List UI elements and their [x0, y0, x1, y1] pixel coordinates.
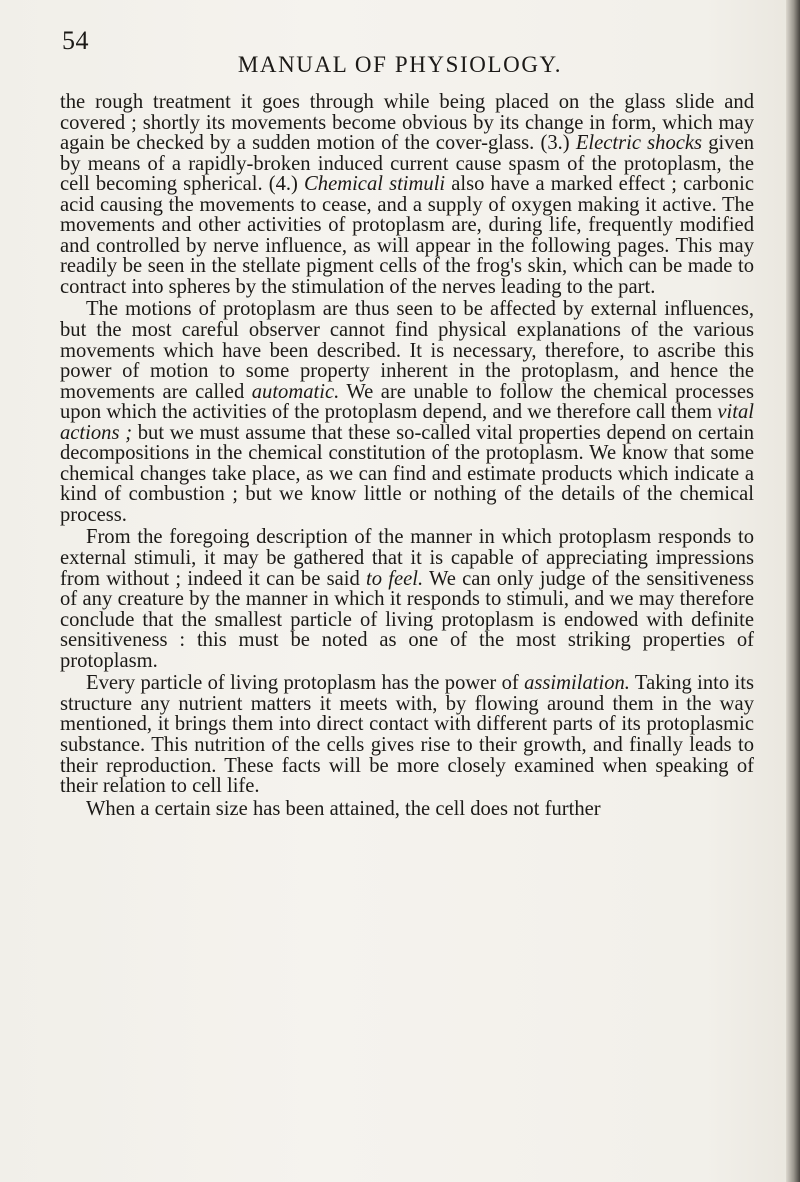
- text-run: given by means of a rapidly-broken induced current cause spasm of the protoplasm, the cell becoming spherical. (4.): [60, 132, 755, 196]
- italic-term: to feel.: [365, 567, 424, 590]
- text-run: When a certain size has been attained, the cell does not further: [86, 797, 601, 820]
- running-head: MANUAL OF PHYSIOLOGY.: [237, 52, 563, 77]
- text-run: We are unable to follow the chemical processes upon which the activities of the protoplasm depend, and we therefore call them: [60, 380, 754, 424]
- italic-term: Electric shocks: [575, 132, 703, 155]
- paragraph-2: [60, 299, 754, 525]
- paragraph-1: [60, 92, 754, 297]
- paragraph-5: [60, 799, 754, 820]
- text-run: but we must assume that these so-called vital properties depend on certain decompositions in the chemical constitution of the protoplasm. We know that some chemical changes take place, as we can find and estimate products which indicate a kind of combustion ; but we know little or nothing of the details of the chemical process.: [60, 421, 754, 526]
- body-text: [60, 92, 754, 819]
- italic-term: assimilation.: [524, 672, 630, 695]
- text-run: Every particle of living protoplasm has the power of: [86, 672, 525, 695]
- text-run: From the foregoing description of the manner in which protoplasm responds to external stimuli, it may be gathered that it is capable of appreciating impressions from without ; indeed it can be said: [60, 526, 754, 590]
- text-run: also have a marked effect ; carbonic acid causing the movements to cease, and a supply of oxygen making it active. The movements and other activities of protoplasm are, during life, frequently modified and controlled by nerve influence, as will appear in the following pages. This may readily be seen in the stellate pigment cells of the frog's skin, which can be made to contract into spheres by the stimulation of the nerves leading to the part.: [60, 173, 754, 298]
- text-run: the rough treatment it goes through while being placed on the glass slide and covered ; shortly its movements become obvious by its change in form, which may again be checked by a sudden motion of the cover-glass. (3.): [60, 91, 754, 155]
- page-edge-shadow: [786, 0, 800, 1182]
- paragraph-3: [60, 527, 754, 671]
- text-run: The motions of protoplasm are thus seen to be affected by external influences, but the most careful observer cannot find physical explanations of the various movements which have been described. It is necessary, therefore, to ascribe this power of motion to some property inherent in the protoplasm, and hence the movements are called: [60, 298, 754, 403]
- paragraph-4: [60, 673, 754, 796]
- italic-term: vital actions ;: [60, 401, 754, 444]
- text-run: We can only judge of the sensitiveness of any creature by the manner in which it responds to stimuli, and we may therefore conclude that the smallest particle of living protoplasm is endowed with definite sensitiveness : this must be noted as one of the most striking properties of protoplasm.: [60, 567, 755, 672]
- italic-term: automatic.: [251, 380, 340, 403]
- page-number: 54: [62, 26, 89, 55]
- text-run: Taking into its structure any nutrient matters it meets with, by flowing around them in the way mentioned, it brings them into direct contact with different parts of its protoplasmic substance. This nutrition of the cells gives rise to their growth, and finally leads to their reproduction. These facts will be more closely examined when speaking of their relation to cell life.: [60, 672, 754, 798]
- italic-term: Chemical stimuli: [304, 173, 446, 196]
